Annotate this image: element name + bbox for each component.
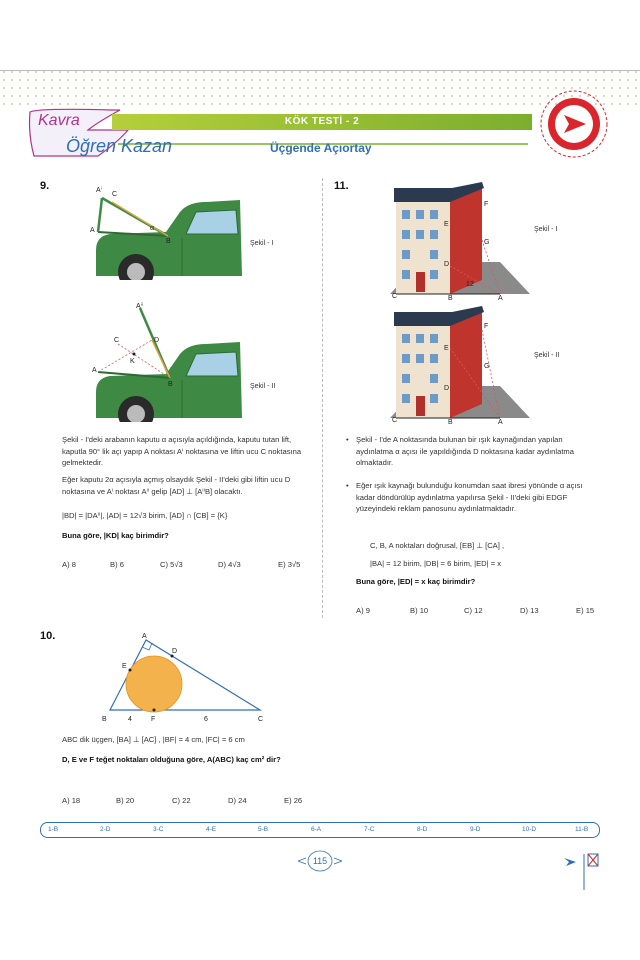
test-title-bar: KÖK TESTİ - 2 [112,114,532,130]
q11-fig1-label-f: F [484,201,489,208]
q9-fig2-label-d: D [154,337,160,344]
q11-number: 11. [334,180,349,192]
answer-key-4: 4-E [206,826,217,833]
q9-fig1-label-a: A [90,227,95,234]
q10-label-bf: 4 [128,716,132,723]
q9-fig2-caption: Şekil - II [250,383,276,390]
bullet-icon: • [346,435,349,444]
q11-fig1-caption: Şekil - I [534,226,558,233]
brand-kavra: Kavra [38,112,80,129]
footer-logo-icon [562,852,602,892]
page-number: 115 [312,856,328,866]
q9-fig1-label-b: B [166,238,171,245]
q11-figure-1 [390,180,530,300]
q10-label-d: D [172,648,178,655]
answer-key-9: 9-D [470,826,481,833]
brand-ogren-kazan: Öğren Kazan [66,136,173,156]
q9-fig2-label-aii: Aⁱⁱ [136,303,144,310]
q9-option-b[interactable]: B) 6 [110,560,124,569]
q9-fig2-label-k: K [130,358,135,365]
answer-key-2: 2-D [100,826,111,833]
q10-label-a: A [142,633,147,640]
q11-bullet-1-text: Şekil - I'de A noktasında bulunan bir ışık kaynağından yapılan aydınlatma α açısı ile yapıldığında D noktasına kadar aydınlatma olmaktadır. [356,435,574,467]
answer-key-5: 5-B [258,826,269,833]
q9-fig1-label-ai: Aⁱ [96,187,102,194]
q10-option-d[interactable]: D) 24 [228,796,247,805]
q9-fig2-label-a: A [92,367,97,374]
logo-icon [538,88,610,160]
q11-option-b[interactable]: B) 10 [410,606,429,615]
q11-condition-1: C, B, A noktaları doğrusal, [EB] ⊥ [CA] , [370,541,505,550]
q9-option-d[interactable]: D) 4√3 [218,560,241,569]
answer-key-1: 1-B [48,826,59,833]
q11-fig1-label-g: G [484,239,490,246]
answer-key-3: 3-C [153,826,164,833]
q9-fig1-caption: Şekil - I [250,240,274,247]
q9-paragraph-2: Eğer kaputu 2α açısıyla açmış olsaydık Şekil - II'deki gibi liftin ucu D noktasına ve Aⁱ noktası Aⁱⁱ gelip [AD] ⊥ [AⁱⁱB] olacaktı. [62,475,291,496]
q11-fig1-label-12: 12 [466,281,474,288]
q9-option-e[interactable]: E) 3√5 [278,560,301,569]
page-subtitle: Üçgende Açıortay [270,141,372,155]
q10-figure [96,630,276,726]
q11-fig2-label-g: G [484,363,490,370]
q11-fig2-caption: Şekil - II [534,352,560,359]
answer-key-10: 10-D [522,826,537,833]
answer-key-8: 8-D [417,826,428,833]
q11-condition-2: |BA| = 12 birim, |DB| = 6 birim, |ED| = x [370,559,502,568]
answer-key-7: 7-C [364,826,375,833]
q11-fig1-label-a: A [498,295,503,300]
q11-option-c[interactable]: C) 12 [464,606,483,615]
q11-fig1-label-c: C [392,293,398,300]
q11-option-a[interactable]: A) 9 [356,606,370,615]
answer-key-11: 11-B [575,826,589,833]
q9-figure-2 [88,300,248,422]
q9-question: Buna göre, |KD| kaç birimdir? [62,531,169,540]
q10-paragraph-1: ABC dik üçgen, [BA] ⊥ [AC] , |BF| = 4 cm, |FC| = 6 cm [62,735,245,744]
q11-fig2-label-e: E [444,345,449,352]
q11-option-e[interactable]: E) 15 [576,606,595,615]
column-divider [322,178,324,618]
q11-fig2-label-d: D [444,385,450,392]
q9-option-c[interactable]: C) 5√3 [160,560,183,569]
q9-fig1-label-c: C [112,191,118,198]
q10-label-c: C [258,716,264,723]
answer-key-6: 6-A [311,826,322,833]
q10-number: 10. [40,630,56,642]
q10-label-e: E [122,663,127,670]
q11-figure-2 [390,300,530,424]
q10-option-a[interactable]: A) 18 [62,796,81,805]
q9-fig1-label-alpha: α [150,225,155,232]
q11-bullet-2-text: Eğer ışık kaynağı bulunduğu konumdan saat ibresi yönünde α açısı kadar döndürülüp aydınlatma yapılırsa Şekil - II'deki gibi EDGF yüzeyindeki reklam panosunu aydınlatmaktadır. [356,481,583,513]
q9-paragraph-3: |BD| = |DAⁱⁱ|, |AD| = 12√3 birim, [AD] ∩ [CB] = {K} [62,511,228,520]
q9-number: 9. [40,180,50,192]
q9-fig2-label-c: C [114,337,120,344]
q10-label-fc: 6 [204,716,208,723]
q11-fig2-label-a: A [498,419,503,424]
q9-paragraph-1: Şekil - I'deki arabanın kaputu α açısıyla açıldığında, kaputu tutan lift, kaputla 90° lik açı yapıp A noktası Aⁱ noktasına ve liftin ucu C noktasına gelmektedir. [62,435,302,467]
q10-option-c[interactable]: C) 22 [172,796,191,805]
q11-fig2-label-b: B [448,419,453,424]
q9-fig2-label-b: B [168,381,173,388]
q11-fig2-label-f: F [484,323,489,330]
q10-label-f: F [151,716,156,723]
q10-option-b[interactable]: B) 20 [116,796,135,805]
q11-question: Buna göre, |ED| = x kaç birimdir? [356,577,476,586]
q10-question: D, E ve F teğet noktaları olduğuna göre, A(ABC) kaç cm² dir? [62,755,281,764]
q11-bullet-1 [346,434,600,469]
q9-option-a[interactable]: A) 8 [62,560,76,569]
q10-option-e[interactable]: E) 26 [284,796,303,805]
bullet-icon: • [346,481,349,490]
q11-fig2-label-c: C [392,417,398,424]
q11-option-d[interactable]: D) 13 [520,606,539,615]
q11-fig1-label-d: D [444,261,450,268]
q9-figure-1 [88,180,248,280]
q11-fig1-label-b: B [448,295,453,300]
q11-fig1-label-e: E [444,221,449,228]
q10-label-b: B [102,716,107,723]
q11-bullet-2 [346,480,600,515]
